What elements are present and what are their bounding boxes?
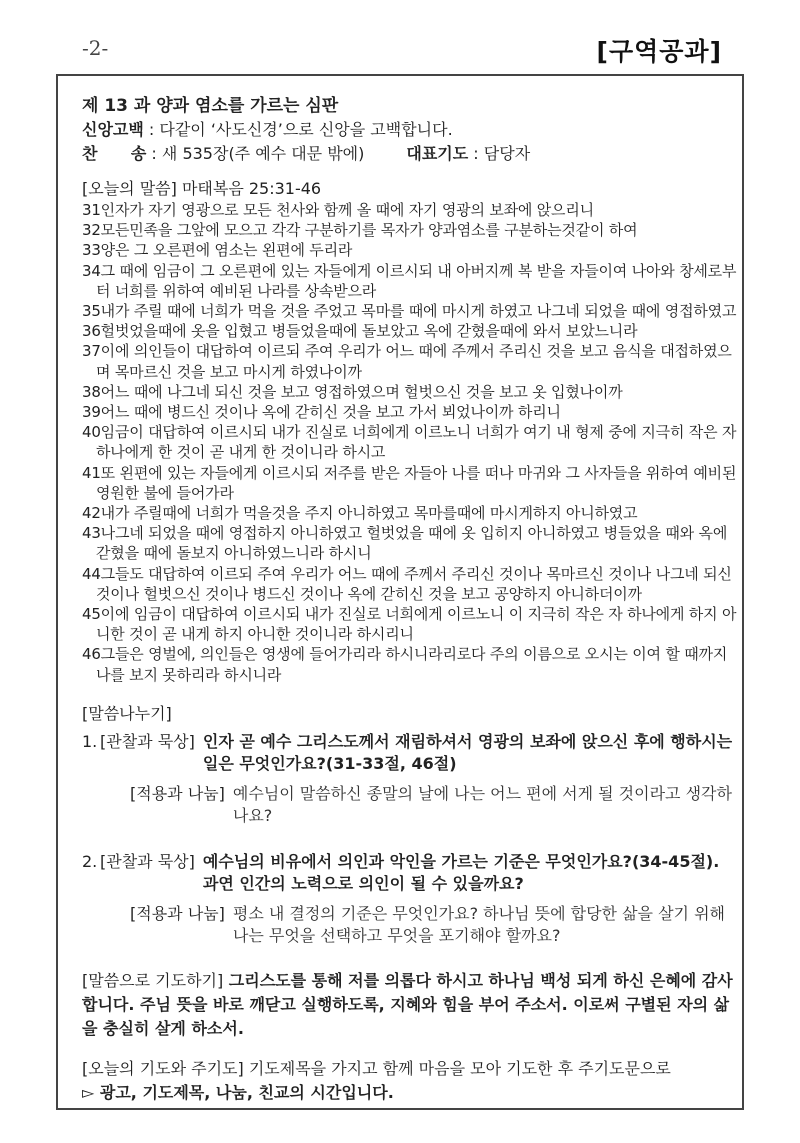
- verse-31: 31인자가 자기 영광으로 모든 천사와 함께 올 때에 자기 영광의 보좌에 앉으리니: [82, 201, 594, 219]
- verse-40: 40임금이 대답하여 이르시되 내가 진실로 너희에게 이르노니 너희가 여기 내 형제 중에 지극히 작은 자 하나에게 한 것이 곧 내게 한 것이니라 하시고: [82, 423, 737, 462]
- prayer-section: [82, 969, 737, 1041]
- observe-question: 인자 곧 예수 그리스도께서 재림하셔서 영광의 보좌에 앉으신 후에 행하시는 일은 무엇인가요?(31-33절, 46절): [202, 731, 733, 773]
- verse-33: 33양은 그 오른편에 염소는 왼편에 두리라: [82, 241, 353, 260]
- closing-section: [82, 1057, 737, 1105]
- closing-text: 기도제목을 가지고 함께 마음을 모아 기도한 후 주기도문으로: [243, 1058, 671, 1078]
- observe-label: [관찰과 묵상]: [100, 731, 195, 751]
- question-1: [82, 731, 737, 827]
- verse-38: 38어느 때에 나그네 되신 것을 보고 영접하였으며 헐벗으신 것을 보고 옷 입혔나이까: [82, 382, 623, 401]
- verse-37: 37이에 의인들이 대답하여 이르되 주여 우리가 어느 때에 주께서 주리신 것을 보고 음식을 대접하였으며 목마르신 것을 보고 마시게 하였나이까: [82, 342, 732, 381]
- closing-final: 광고, 기도제목, 나눔, 친교의 시간입니다.: [94, 1082, 394, 1102]
- question-2: [82, 851, 737, 947]
- apply-question: 예수님이 말씀하신 종말의 날에 나는 어느 편에 서게 될 것이라고 생각하나요?: [232, 783, 732, 825]
- closing-label: [오늘의 기도와 주기도]: [82, 1058, 244, 1078]
- verse-41: 41또 왼편에 있는 자들에게 이르시되 저주를 받은 자들아 나를 떠나 마귀와 그 사자들을 위하여 예비된 영원한 불에 들어가라: [82, 463, 737, 502]
- lesson-title: 제 13 과 양과 염소를 가르는 심판: [82, 96, 339, 116]
- verse-39: 39어느 때에 병드신 것이나 옥에 갇히신 것을 보고 가서 뵈었나이까 하리니: [82, 403, 561, 422]
- apply-question: 평소 내 결정의 기준은 무엇인가요? 하나님 뜻에 합당한 삶을 살기 위해 나는 무엇을 선택하고 무엇을 포기해야 할까요?: [232, 903, 725, 945]
- verse-43: 43나그네 되었을 때에 영접하지 아니하였고 헐벗었을 때에 옷 입히지 아니하였고 병들었을 때와 옥에 갇혔을 때에 돌보지 아니하였느니라 하시니: [82, 524, 728, 563]
- question-number: 1.: [82, 731, 98, 751]
- passage-reference: 마태복음 25:31-46: [176, 179, 322, 198]
- creed-row: [82, 118, 737, 142]
- prayer-label: [말씀으로 기도하기]: [82, 970, 224, 990]
- observe-label: [관찰과 묵상]: [100, 851, 195, 871]
- prayer-text: 그리스도를 통해 저를 의롭다 하시고 하나님 백성 되게 하신 은혜에 감사합니다. 주님 뜻을 바로 깨닫고 실행하도록, 지혜와 힘을 부어 주소서. 이로써 구별된 자의 삶을 충실히 살게 하소서.: [82, 970, 733, 1038]
- hymn-row: [82, 142, 737, 166]
- hymn-label: 찬 송: [82, 144, 147, 163]
- representative-prayer-label: 대표기도: [406, 144, 469, 163]
- verse-35: 35내가 주릴 때에 너희가 먹을 것을 주었고 목마를 때에 마시게 하였고 나그네 되었을 때에 영접하였고: [82, 302, 737, 321]
- section-header-tag: [구역공과]: [596, 37, 722, 66]
- verse-46: 46그들은 영벌에, 의인들은 영생에 들어가리라 하시니라리로다 주의 이름으로 오시는 이여 할 때까지 나를 보지 못하리라 하시니라: [82, 645, 728, 684]
- verse-list: [82, 200, 737, 685]
- question-number: 2.: [82, 851, 98, 871]
- triangle-pointer-icon: ▻: [82, 1082, 95, 1102]
- page-number: -2-: [82, 36, 109, 60]
- representative-prayer-text: : 담당자: [468, 144, 531, 163]
- verse-34: 34그 때에 임금이 그 오른편에 있는 자들에게 이르시되 내 아버지께 복 받을 자들이여 나아와 창세로부터 너희를 위하여 예비된 나라를 상속받으라: [82, 261, 737, 300]
- verse-44: 44그들도 대답하여 이르되 주여 우리가 어느 때에 주께서 주리신 것이나 목마르신 것이나 나그네 되신 것이나 헐벗으신 것이나 병드신 것이나 옥에 갇히신 것을 보고 공양하지 아니하더이까: [82, 564, 732, 603]
- hymn-text: : 새 535장(주 예수 대문 밖에): [146, 144, 365, 163]
- passage-heading: [82, 178, 737, 200]
- observe-question: 예수님의 비유에서 의인과 악인을 가르는 기준은 무엇인가요?(34-45절). 과연 인간의 노력으로 의인이 될 수 있을까요?: [202, 851, 720, 893]
- verse-42: 42내가 주릴때에 너희가 먹을것을 주지 아니하였고 목마를때에 마시게하지 아니하였고: [82, 504, 638, 523]
- apply-label: [적용과 나눔]: [130, 903, 225, 923]
- creed-label: 신앙고백: [82, 120, 144, 139]
- apply-label: [적용과 나눔]: [130, 783, 225, 803]
- passage-label: [오늘의 말씀]: [82, 179, 177, 198]
- verse-32: 32모든민족을 그앞에 모으고 각각 구분하기를 목자가 양과염소를 구분하는것같이 하여: [82, 221, 638, 240]
- sharing-label: [말씀나누기]: [82, 703, 172, 723]
- creed-text: : 다같이 ‘사도신경’으로 신앙을 고백합니다.: [143, 120, 453, 139]
- verse-45: 45이에 임금이 대답하여 이르시되 내가 진실로 너희에게 이르노니 이 지극히 작은 자 하나에게 하지 아니한 것이 곧 내게 하지 아니한 것이니라 하시리니: [82, 605, 737, 644]
- lesson-content: [82, 94, 737, 1105]
- verse-36: 36헐벗었을때에 옷을 입혔고 병들었을때에 돌보았고 옥에 갇혔을때에 와서 보았느니라: [82, 322, 638, 341]
